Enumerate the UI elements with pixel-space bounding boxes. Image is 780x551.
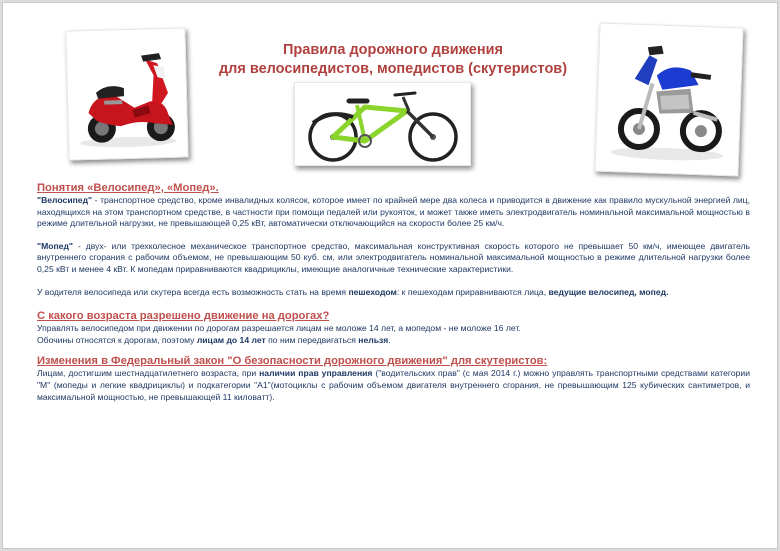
age-rule-text-c: по ним передвигаться: [265, 334, 359, 345]
law-changes-text: [37, 368, 750, 403]
title-line-2: для велосипедистов, мопедистов (скутеристов): [218, 61, 568, 77]
bicycle-definition-text: - транспортное средство, кроме инвалидных колясок, которое имеет по крайней мере два колеса и приводится в движение как правило мускульной энергией лиц, находящихся на этом транспортном средстве, в частности при помощи педалей или рукояток, и может также иметь электродвигатель номинальной максимальной мощностью в режиме длительной нагрузки, не превышающей 0,25 кВт, автоматически отключающийся на скорости более 25 км/ч.: [37, 195, 750, 229]
moped-definition-text: - двух- или трехколесное механическое транспортное средство, максимальная конструктивная скорость которого не превышает 50 км/ч, имеющее двигатель внутреннего сгорания с рабочим объемом, не превышающим 50 куб. см, или электродвигатель номинальной максимальной мощностью в режиме длительной нагрузки более 0,25 кВт и менее 4 кВт. К мопедам приравниваются квадрициклы, имеющие аналогичные технические характеристики.: [37, 240, 750, 274]
moped-definition: [37, 241, 750, 276]
section-heading-law-changes: Изменения в Федеральный закон "О безопасности дорожного движения" для скутеристов:: [37, 355, 548, 368]
pedestrian-note-text-2: : к пешеходам приравниваются лица,: [396, 286, 549, 297]
age-rule-text-e: .: [388, 334, 391, 345]
bicycle-illustration: [295, 83, 470, 165]
bicycle-term: "Велосипед": [37, 195, 93, 205]
age-rule-text-a: Обочины относятся к дорогам, поэтому: [37, 334, 197, 345]
law-text-a: Лицам, достигшим шестнадцатилетнего возраста, при: [37, 368, 260, 379]
page-title: [193, 41, 593, 79]
moped-term: "Мопед": [37, 240, 73, 251]
age-rule-line-1: Управлять велосипедом при движении по дорогам разрешается лицам не моложе 14 лет, а мопедом - не моложе 16 лет.: [37, 323, 521, 334]
bicycle-definition: [37, 195, 750, 230]
motorcycle-illustration: [595, 24, 742, 176]
green-bicycle-photo: [294, 82, 471, 166]
blue-motorcycle-photo: [594, 23, 743, 177]
page: [2, 2, 778, 549]
red-scooter-photo: [65, 27, 188, 160]
section-heading-age: С какого возраста разрешено движение на дорогах?: [37, 310, 330, 323]
section-heading-concepts: Понятия «Велосипед», «Мопед».: [37, 182, 219, 194]
age-limit-bold: лицам до 14 лет: [196, 334, 266, 345]
pedestrian-note: [37, 287, 750, 299]
title-line-1: Правила дорожного движения: [282, 42, 503, 58]
forbidden-bold: нельзя: [358, 334, 389, 345]
pedestrian-bold: пешеходом: [348, 286, 397, 297]
license-bold: наличии прав управления: [259, 368, 373, 379]
leading-bicycle-bold: ведущие велосипед, мопед.: [548, 286, 669, 297]
content: [37, 181, 750, 403]
law-text-c: ("водительских прав" (с мая 2014 г.) можно управлять транспортными средствами категории "М" (мопеды и легкие квадрициклы) и подкатегории "А1"(мотоциклы с рабочим объемом двигателя внутреннего сгорания, не превышающим 125 кубических сантиметров, и максимальной мощностью, не превышающей 11 киловатт).: [37, 368, 750, 402]
scooter-illustration: [66, 28, 187, 159]
age-rule-line-2: [37, 335, 750, 347]
pedestrian-note-text-1: У водителя велосипеда или скутера всегда есть возможность стать на время: [37, 286, 349, 297]
